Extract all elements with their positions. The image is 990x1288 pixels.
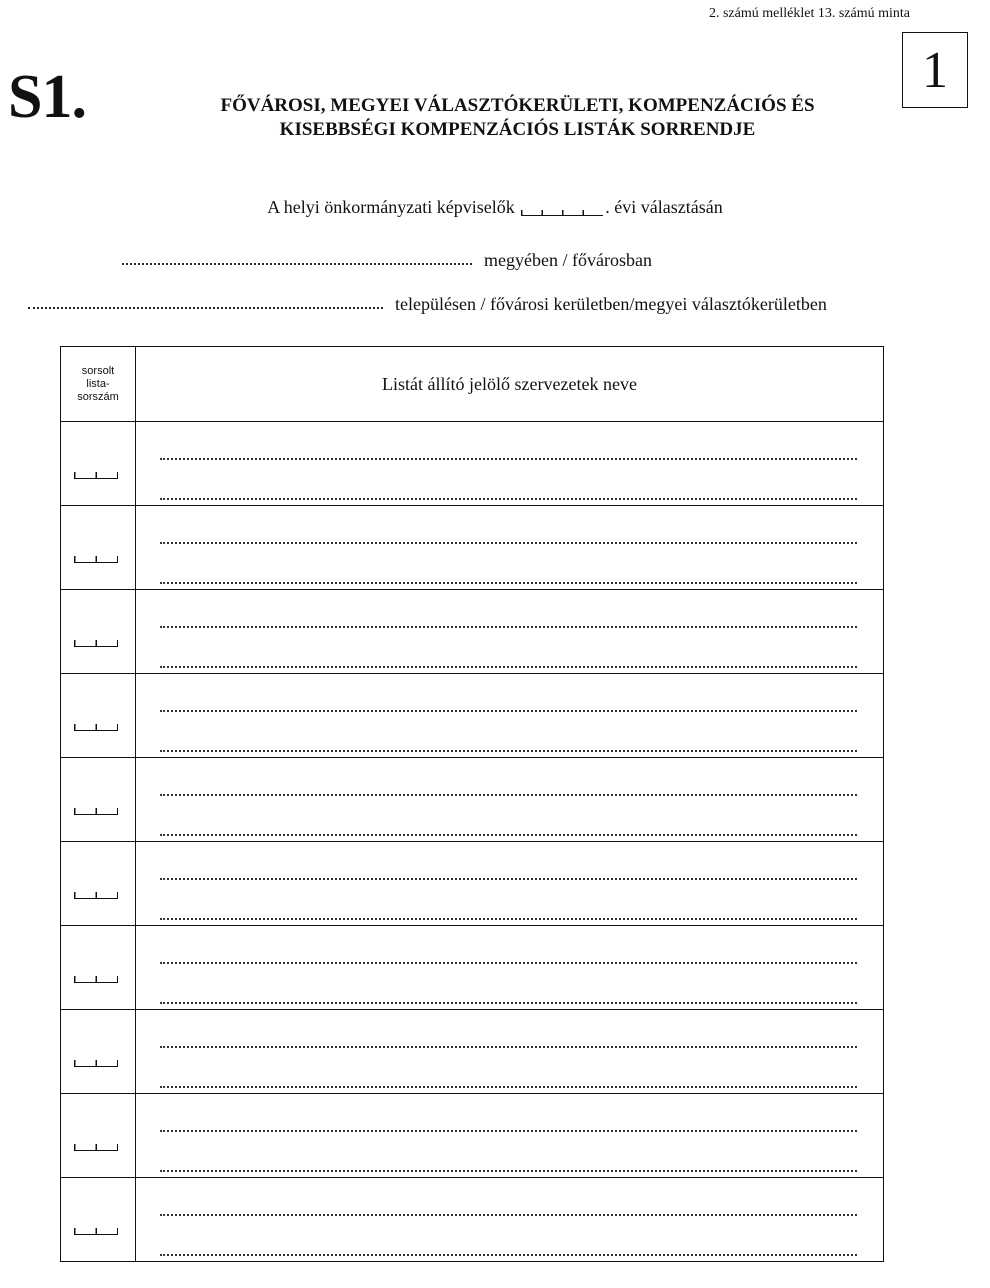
organization-name-field[interactable] — [160, 666, 857, 668]
list-number-field[interactable] — [74, 1228, 118, 1235]
table-row — [61, 422, 884, 506]
organization-name-cell — [136, 590, 884, 674]
county-line — [122, 250, 652, 271]
organization-name-cell — [136, 674, 884, 758]
year-field[interactable] — [521, 197, 603, 216]
col-header-line: sorszám — [77, 390, 119, 403]
organization-name-field[interactable] — [160, 794, 857, 796]
page-title — [150, 94, 885, 142]
table-row — [61, 1178, 884, 1262]
organization-name-cell — [136, 926, 884, 1010]
organization-name-field[interactable] — [160, 962, 857, 964]
county-field[interactable] — [122, 263, 472, 265]
list-number-field[interactable] — [74, 640, 118, 647]
organization-name-field[interactable] — [160, 542, 857, 544]
list-number-cell — [61, 506, 136, 590]
table-row — [61, 506, 884, 590]
list-number-cell — [61, 1178, 136, 1262]
organization-name-cell — [136, 1178, 884, 1262]
list-number-cell — [61, 674, 136, 758]
title-line-1: FŐVÁROSI, MEGYEI VÁLASZTÓKERÜLETI, KOMPENZÁCIÓS ÉS — [220, 95, 815, 116]
organization-name-cell — [136, 506, 884, 590]
organization-name-field[interactable] — [160, 1086, 857, 1088]
table-header-row — [61, 347, 884, 422]
list-number-field[interactable] — [74, 556, 118, 563]
election-year-line — [0, 197, 990, 218]
table-row — [61, 674, 884, 758]
form-code: S1. — [8, 63, 86, 131]
list-number-field[interactable] — [74, 976, 118, 983]
organization-name-field[interactable] — [160, 582, 857, 584]
table-row — [61, 842, 884, 926]
table-row — [61, 1094, 884, 1178]
list-number-cell — [61, 926, 136, 1010]
list-order-table — [60, 346, 884, 1262]
list-number-field[interactable] — [74, 892, 118, 899]
table-row — [61, 590, 884, 674]
table-row — [61, 758, 884, 842]
list-number-cell — [61, 1094, 136, 1178]
col-header-organization-name: Listát állító jelölő szervezetek neve — [136, 347, 884, 422]
list-number-cell — [61, 590, 136, 674]
organization-name-field[interactable] — [160, 1254, 857, 1256]
settlement-label: településen / fővárosi kerületben/megyei választókerületben — [395, 294, 827, 314]
organization-name-field[interactable] — [160, 750, 857, 752]
list-number-cell — [61, 842, 136, 926]
list-number-field[interactable] — [74, 1144, 118, 1151]
organization-name-field[interactable] — [160, 918, 857, 920]
election-prefix: A helyi önkormányzati képviselők — [267, 197, 515, 217]
annex-reference: 2. számú melléklet 13. számú minta — [708, 6, 910, 21]
list-number-cell — [61, 422, 136, 506]
election-suffix: . évi választásán — [605, 197, 723, 217]
organization-name-field[interactable] — [160, 1170, 857, 1172]
table-body — [61, 422, 884, 1262]
organization-name-cell — [136, 758, 884, 842]
organization-name-cell — [136, 1094, 884, 1178]
organization-name-cell — [136, 422, 884, 506]
table-row — [61, 1010, 884, 1094]
organization-name-field[interactable] — [160, 498, 857, 500]
table-row — [61, 926, 884, 1010]
organization-name-field[interactable] — [160, 626, 857, 628]
col-header-list-number — [61, 347, 136, 422]
organization-name-cell — [136, 842, 884, 926]
page-number-box — [902, 32, 968, 108]
list-number-field[interactable] — [74, 808, 118, 815]
list-number-field[interactable] — [74, 1060, 118, 1067]
organization-name-field[interactable] — [160, 1002, 857, 1004]
organization-name-field[interactable] — [160, 834, 857, 836]
list-number-cell — [61, 1010, 136, 1094]
organization-name-cell — [136, 1010, 884, 1094]
county-label: megyében / fővárosban — [484, 250, 652, 270]
settlement-line — [28, 294, 827, 315]
col-header-line: sorsolt — [81, 364, 115, 377]
list-number-field[interactable] — [74, 724, 118, 731]
organization-name-field[interactable] — [160, 710, 857, 712]
page-number: 1 — [922, 41, 948, 99]
organization-name-field[interactable] — [160, 1130, 857, 1132]
settlement-field[interactable] — [28, 307, 383, 309]
col-header-line: lista- — [86, 377, 110, 390]
title-line-2: KISEBBSÉGI KOMPENZÁCIÓS LISTÁK SORRENDJE — [279, 119, 756, 140]
list-number-cell — [61, 758, 136, 842]
organization-name-field[interactable] — [160, 1046, 857, 1048]
organization-name-field[interactable] — [160, 1214, 857, 1216]
organization-name-field[interactable] — [160, 878, 857, 880]
organization-name-field[interactable] — [160, 458, 857, 460]
list-number-field[interactable] — [74, 472, 118, 479]
